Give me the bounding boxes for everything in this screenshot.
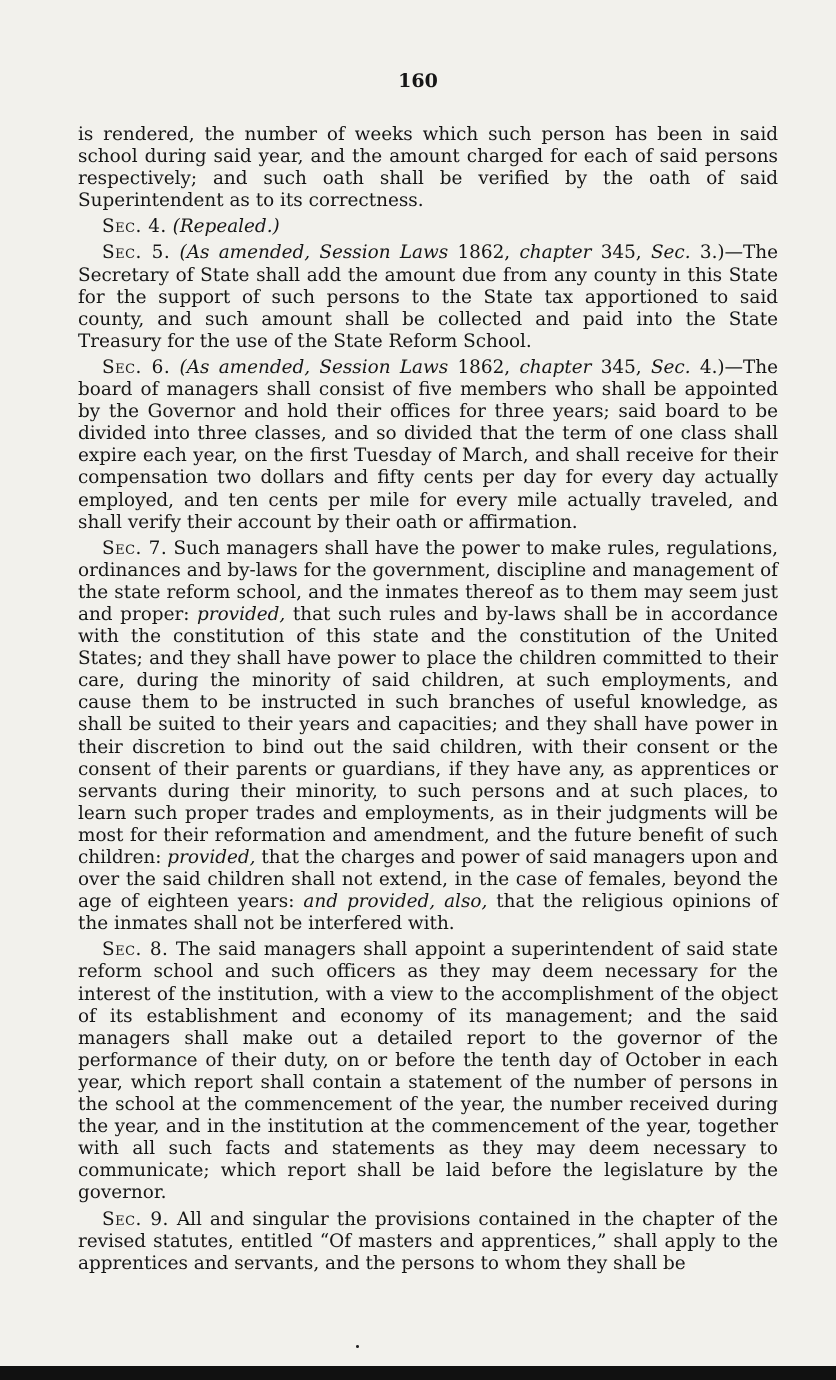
section-note-sec: Sec. xyxy=(650,356,691,378)
section-note-sec-number: 4.) xyxy=(699,356,725,378)
section-note-chapter-number: 345, xyxy=(600,356,642,378)
section-note-chapter-number: 345, xyxy=(600,242,642,264)
section-label: Sec. 8. xyxy=(102,939,169,961)
section-note: (Repealed.) xyxy=(172,216,280,238)
section-note: (As amended, Session Laws xyxy=(179,356,449,378)
section-text: All and singular the provisions contained in the chapter of the revised statutes, entitled “Of masters and apprentices,” shall apply to the apprentices and servants, and the persons to whom they shall be xyxy=(78,1208,778,1274)
section-proviso: provided, xyxy=(197,603,286,625)
section-7 xyxy=(78,538,778,936)
section-text: that such rules and by-laws shall be in accordance with the constitution of this state and the constitution of the United States; and they shall have power to place the children committed to their care, during the minority of said children, at such employments, and cause them to be instructed in such branches of useful knowledge, as shall be suited to their years and capacities; and they shall have power in their discretion to bind out the said children, with their consent or the consent of their parents or guardians, if they have any, as apprentices or servants during their minority, to such persons and at such places, to learn such proper trades and employments, as in their judgments will be most for their reformation and amendment, and the future benefit of such children: xyxy=(78,603,778,868)
section-text: Such managers shall have the power to make rules, regulations, ordinances and by-laws for the government, discipline and management of the state reform school, and the inmates thereof as to them may seem just and proper: xyxy=(78,537,778,625)
section-5 xyxy=(78,242,778,352)
section-label: Sec. 7. xyxy=(102,537,168,559)
section-8 xyxy=(78,939,778,1204)
section-6 xyxy=(78,357,778,534)
section-note-year: 1862, xyxy=(457,242,511,264)
scan-edge-bar xyxy=(0,1366,836,1380)
section-note-chapter: chapter xyxy=(519,242,592,264)
section-label: Sec. 5. xyxy=(102,242,171,264)
body-text xyxy=(78,124,778,1279)
section-note-sec: Sec. xyxy=(650,242,691,264)
section-text: The said managers shall appoint a superintendent of said state reform school and such officers as they may deem necessary for the interest of the institution, with a view to the accomplishment of the object of its establishment and economy of its management; and the said managers shall make out a detailed report to the governor of the performance of their duty, on or before the tenth day of October in each year, which report shall contain a statement of the number of persons in the school at the commencement of the year, the number received during the year, and in the institution at the commencement of the year, together with all such facts and statements as they may deem necessary to communicate; which report shall be laid before the legislature by the governor. xyxy=(78,939,778,1204)
section-label: Sec. 9. xyxy=(102,1208,169,1230)
page-number: 160 xyxy=(398,70,438,92)
section-note-chapter: chapter xyxy=(519,356,592,378)
section-proviso: provided, xyxy=(167,847,256,868)
section-text: that the religious opinions of the inmates shall not be interfered with. xyxy=(78,891,778,935)
section-4 xyxy=(78,216,778,238)
section-note: (As amended, Session Laws xyxy=(179,242,449,264)
section-label: Sec. 6. xyxy=(102,356,171,378)
section-note-sec-number: 3.) xyxy=(699,242,725,264)
paragraph-continuation xyxy=(78,124,778,212)
section-proviso: and provided, also, xyxy=(303,891,488,913)
section-note-year: 1862, xyxy=(457,356,511,378)
section-label: Sec. 4. xyxy=(102,216,167,238)
section-text: —The Secretary of State shall add the amount due from any county in this State for the support of such persons to the State tax apportioned to said county, and such amount shall be collected and paid into the State Treasury for the use of the State Reform School. xyxy=(78,242,778,352)
section-9 xyxy=(78,1209,778,1275)
section-text: —The board of managers shall consist of five members who shall be appointed by the Governor and hold their offices for three years; said board to be divided into three classes, and so divided that the term of one class shall expire each year, on the first Tuesday of March, and shall receive for their compensation two dollars and fifty cents per day for every day actually employed, and ten cents per mile for every mile actually traveled, and shall verify their account by their oath or affirmation. xyxy=(78,356,778,533)
paragraph-text: is rendered, the number of weeks which such person has been in said school during said year, and the amount charged for each of said persons respectively; and such oath shall be verified by the oath of said Superintendent as to its correctness. xyxy=(78,124,778,212)
section-text: that the charges and power of said managers upon and over the said children shall not extend, in the case of females, beyond the age of eighteen years: xyxy=(78,847,778,913)
ink-speck xyxy=(356,1345,359,1348)
